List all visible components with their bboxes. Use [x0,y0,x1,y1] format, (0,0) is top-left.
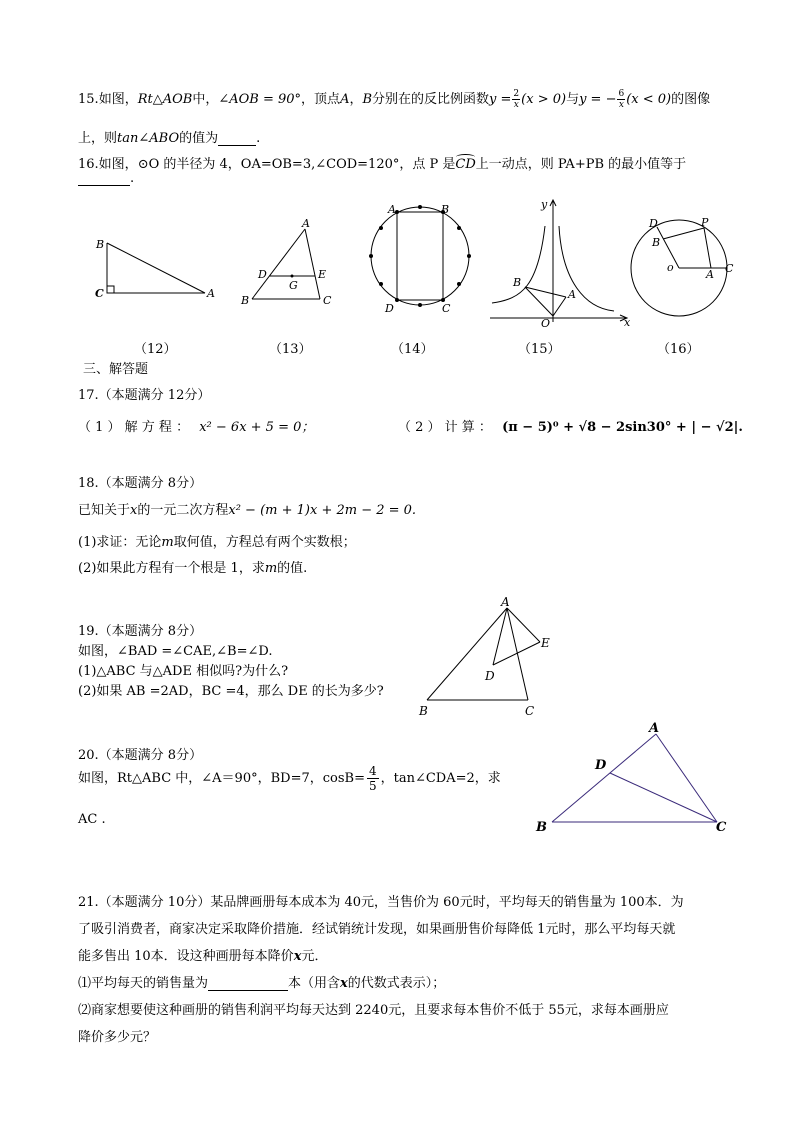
q17-part2: （ 2 ） 计 算 ： (π − 5)⁰ + √8 − 2sin30° + | − √2|. [398,420,743,435]
label-c: C [323,294,332,307]
q18-part1: (1)求证：无论m取何值，方程总有两个实数根； [78,535,356,550]
label-a: A [388,203,396,216]
arc-cd: CD [455,157,476,172]
answer-blank[interactable] [208,976,288,991]
label-d: D [258,268,267,281]
label-b: B [536,820,547,835]
label-b: B [441,203,450,216]
label-e: E [541,636,550,650]
fraction-6-over-x: $\frac{6}{x}$ [618,89,625,110]
label-a: A [207,287,215,300]
label-b: B [419,704,428,718]
label-c: C [725,262,734,275]
label-d: D [385,302,394,315]
figure-15 [490,200,627,322]
q20-title: 20.（本题满分 8分） [78,748,203,763]
q18-title: 18.（本题满分 8分） [78,476,203,491]
figure-12 [107,243,205,293]
figure-row [0,196,794,336]
q19-line2: (1)△ABC 与△ADE 相似吗?为什么? [78,664,289,679]
label-a: A [706,268,714,281]
q21-part2-line2: 降价多少元？ [78,1030,157,1045]
q17-part1: （ 1 ） 解 方 程 ： x² − 6x + 5 = 0； [78,420,315,435]
caption-12: （12） [134,342,177,357]
q21-part2-line1: ⑵商家想要使这种画册的销售利润平均每天达到 2240元，且要求每本售价不低于 55元，求每本画册应 [78,1003,669,1018]
label-g: G [289,279,298,292]
q15-line2: 上，则tan∠ABO的值为 . [78,131,261,146]
answer-blank[interactable] [218,131,256,146]
q18-part2: (2)如果此方程有一个根是 1，求m的值. [78,561,308,576]
label-x-axis: x [624,316,631,329]
label-b: B [96,238,105,251]
figure-13 [252,229,320,299]
q15-line1: 15.如图，Rt△AOB中，∠AOB = 90°，顶点A，B分别在的反比例函数y = $\frac{2}{x}$ (x > 0)与y = − $\frac{6}{x}$ (x < 0)的图像 [78,89,711,110]
q21-line1: 21.（本题满分 10分）某品牌画册每本成本为 40元，当售价为 60元时，平均每天的销售量为 100本．为 [78,895,684,910]
label-o: o [667,261,674,274]
q18-stem: 已知关于x的一元二次方程x² − (m + 1)x + 2m − 2 = 0. [78,503,417,518]
label-a: A [568,288,576,301]
label-b: B [241,294,250,307]
q17-title: 17.（本题满分 12分） [78,388,211,403]
label-d: D [485,669,495,683]
caption-13: （13） [269,342,312,357]
label-a: A [501,595,510,609]
figure-14 [371,207,469,305]
label-d: D [595,758,607,773]
caption-15: （15） [518,342,561,357]
q20-line2: AC . [78,812,106,827]
q16-line2: . [78,171,134,186]
q16-line1: 16.如图，⊙O 的半径为 4，OA=OB=3,∠COD=120°，点 P 是CD上一动点，则 PA+PB 的最小值等于 [78,157,687,172]
label-c: C [442,302,451,315]
label-c: C [716,820,727,835]
fraction-4-over-5: $\frac{4}{5}$ [368,764,377,793]
q19-line1: 如图，∠BAD =∠CAE,∠B=∠D. [78,644,273,659]
fraction-2-over-x: $\frac{2}{x}$ [513,89,520,110]
circle-points [369,205,471,307]
caption-14: （14） [391,342,434,357]
figure-q19 [415,592,575,722]
label-a: A [302,217,310,230]
q21-line3: 能多售出 10本．设这种画册每本降价x元． [78,949,328,964]
q19-line3: (2)如果 AB =2AD，BC =4，那么 DE 的长为多少? [78,684,384,699]
answer-blank[interactable] [78,171,130,186]
label-p: P [701,216,709,229]
label-b: B [513,276,522,289]
caption-16: （16） [657,342,700,357]
label-c: C [95,287,104,300]
label-a: A [649,721,660,736]
q21-line2: 了吸引消费者，商家决定采取降价措施．经试销统计发现，如果画册售价每降低 1元时，那么平均每天就 [78,922,676,937]
label-d: D [649,217,658,230]
label-c: C [525,704,535,718]
label-y-axis: y [541,198,548,211]
label-e: E [318,268,327,281]
figure-q20 [532,718,742,838]
q21-part1: ⑴平均每天的销售量为 本（用含x的代数式表示）； [78,976,446,991]
q19-title: 19.（本题满分 8分） [78,624,203,639]
label-b: B [652,236,661,249]
point-g [291,275,294,278]
label-o: O [541,317,551,330]
section-heading: 三、解答题 [83,362,149,377]
q20-line1: 如图，Rt△ABC 中，∠A＝90°，BD=7，cosB= $\frac{4}{5}$ ，tan∠CDA=2，求 [78,764,501,793]
